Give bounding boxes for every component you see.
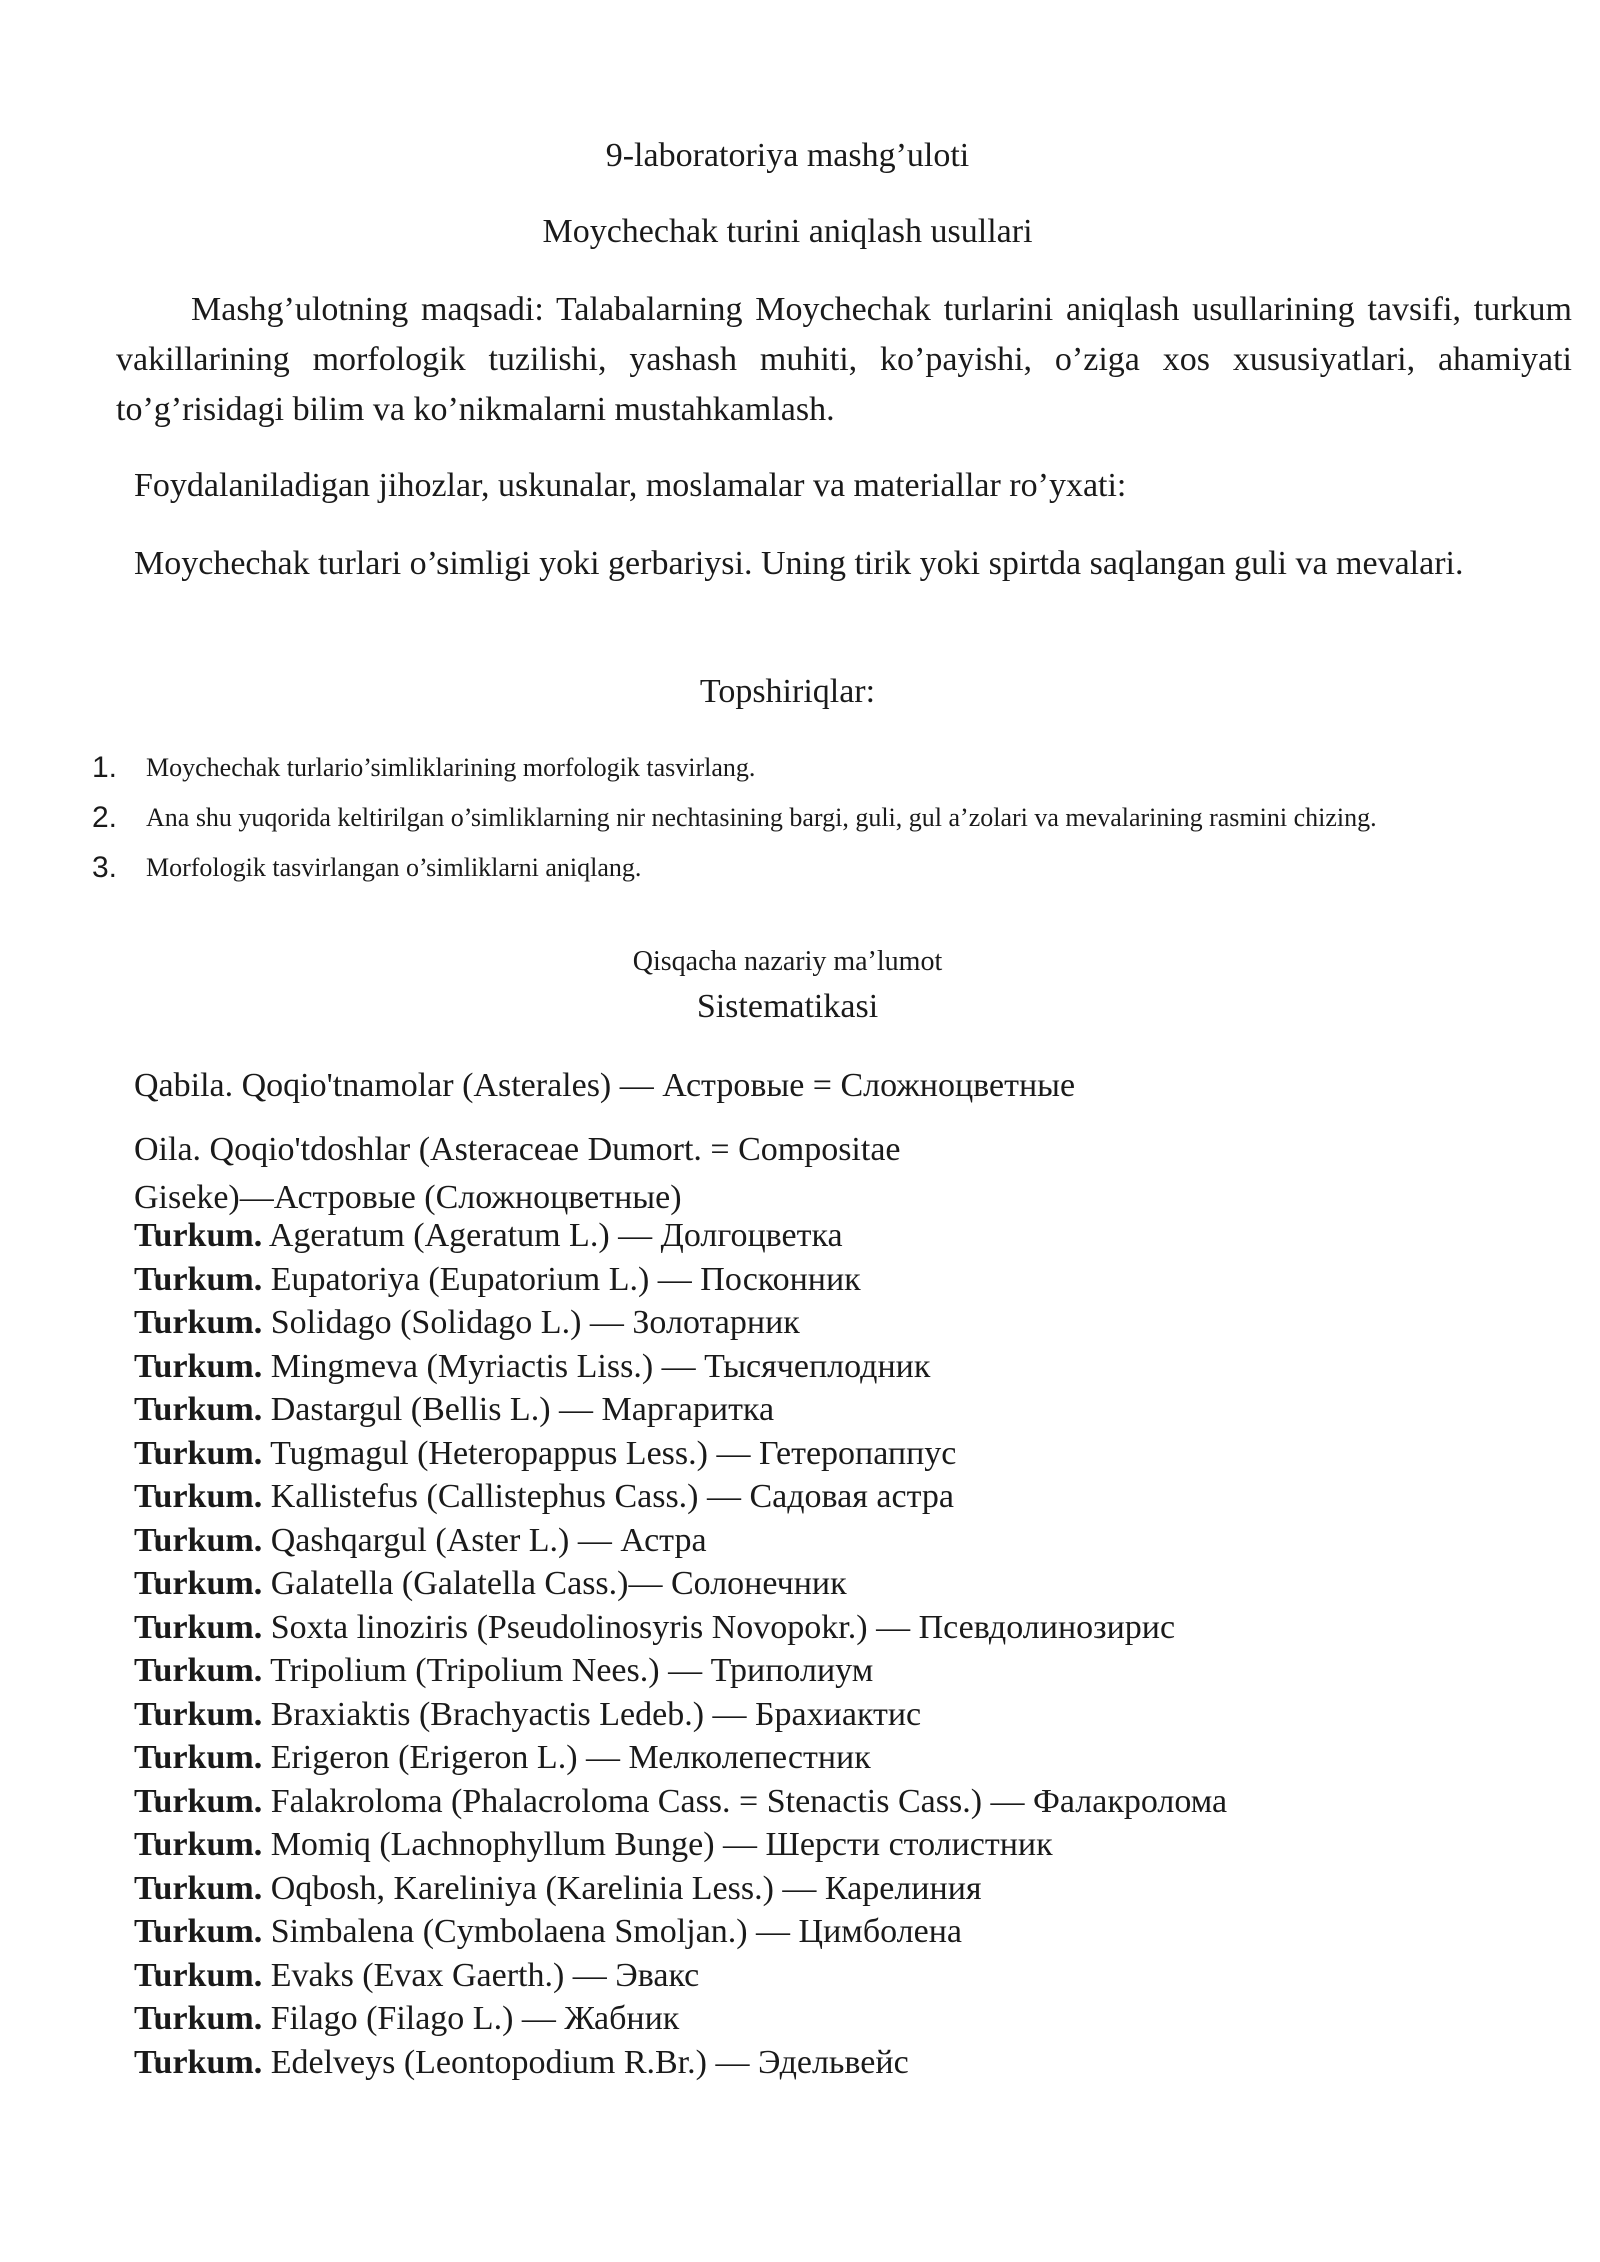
genus-text: Oqbosh, Kareliniya (Karelinia Less.) — Карелиния	[270, 1869, 982, 1907]
genus-text: Mingmeva (Myriactis Liss.) — Тысячеплодник	[270, 1347, 931, 1385]
genus-item	[134, 1345, 1554, 1389]
genus-label: Turkum.	[134, 1478, 263, 1515]
genus-label: Turkum.	[134, 1956, 263, 1994]
task-text: Morfologik tasvirlangan o’simliklarni aniqlang.	[146, 853, 642, 882]
genus-label: Turkum.	[134, 1608, 263, 1646]
family-block	[134, 1126, 1234, 1222]
genus-item	[134, 1519, 1554, 1563]
task-number: 3.	[92, 851, 118, 884]
genus-label: Turkum.	[134, 1304, 263, 1341]
genus-item	[134, 1475, 1554, 1519]
genus-item	[134, 1258, 1554, 1302]
genus-label: Turkum.	[134, 2043, 263, 2081]
genus-item	[134, 1780, 1554, 1824]
genus-item	[134, 1823, 1554, 1867]
topic-title: Moychechak turini aniqlash usullari	[542, 213, 1033, 250]
genus-label: Turkum.	[134, 1391, 263, 1428]
genus-text: Solidago (Solidago L.) — Золотарник	[270, 1304, 800, 1341]
genus-item	[134, 1910, 1554, 1954]
materials-paragraph: Moychechak turlari o’simligi yoki gerbariysi. Uning tirik yoki spirtda saqlangan guli va mevalari.	[134, 545, 1464, 582]
genus-text: Soxta linoziris (Pseudolinosyris Novopokr.) — Псевдолинозирис	[270, 1608, 1176, 1646]
genus-label: Turkum.	[134, 1739, 263, 1776]
tasks-list	[92, 746, 1572, 896]
goal-paragraph: Mashg’ulotning maqsadi: Talabalarning Moychechak turlarini aniqlash usullarining tavsifi, turkum vakillarining morfologik tuzilishi, yashash muhiti, ko’payishi, o’ziga xos xususiyatlari, ahamiyati to’g’risidagi bilim va ko’nikmalarni mustahkamlash.	[116, 291, 1572, 428]
task-number: 1.	[92, 751, 118, 784]
genus-item	[134, 1301, 1554, 1345]
genus-item	[134, 1432, 1554, 1476]
genus-label: Turkum.	[134, 1260, 263, 1298]
genus-text: Tripolium (Tripolium Nees.) — Триполиум	[270, 1652, 874, 1689]
task-text: Ana shu yuqorida keltirilgan o’simliklarning nir nechtasining bargi, guli, gul a’zolari va mevalarining rasmini chizing.	[146, 803, 1377, 832]
genus-label: Turkum.	[134, 1652, 263, 1689]
genus-label: Turkum.	[134, 1521, 263, 1559]
genus-text: Ageratum (Ageratum L.) — Долгоцветка	[268, 1217, 843, 1254]
genus-text: Eupatoriya (Eupatorium L.) — Посконник	[270, 1260, 861, 1298]
genus-item	[134, 1867, 1554, 1911]
genus-item	[134, 2041, 1554, 2085]
task-item	[92, 746, 1572, 796]
genus-item	[134, 1954, 1554, 1998]
genus-item	[134, 1388, 1554, 1432]
genus-text: Edelveys (Leontopodium R.Br.) — Эдельвейс	[270, 2043, 909, 2081]
equipment-heading: Foydalaniladigan jihozlar, uskunalar, moslamalar va materiallar ro’yxati:	[134, 467, 1127, 504]
genus-label: Turkum.	[134, 1826, 263, 1863]
genus-item	[134, 1693, 1554, 1737]
genus-text: Simbalena (Cymbolaena Smoljan.) — Цимболена	[270, 1913, 963, 1950]
genus-label: Turkum.	[134, 1869, 263, 1907]
genus-text: Qashqargul (Aster L.) — Астра	[270, 1521, 707, 1559]
order-line: Qabila. Qoqio'tnamolar (Asterales) — Астровые = Сложноцветные	[134, 1067, 1076, 1104]
genus-item	[134, 1214, 1554, 1258]
genus-text: Galatella (Galatella Cass.)— Солонечник	[270, 1565, 847, 1602]
theory-heading: Qisqacha nazariy ma’lumot	[632, 946, 943, 977]
genus-label: Turkum.	[134, 1434, 263, 1472]
genus-item	[134, 1562, 1554, 1606]
genus-text: Kallistefus (Callistephus Cass.) — Садовая астра	[270, 1478, 954, 1515]
task-item	[92, 846, 1572, 896]
genus-text: Erigeron (Erigeron L.) — Мелколепестник	[270, 1739, 871, 1776]
genus-text: Momiq (Lachnophyllum Bunge) — Шерсти столистник	[270, 1826, 1053, 1863]
genus-text: Falakroloma (Phalacroloma Cass. = Stenactis Cass.) — Фалакролома	[270, 1782, 1228, 1820]
task-item	[92, 796, 1572, 846]
task-text: Moychechak turlario’simliklarining morfologik tasvirlang.	[146, 753, 756, 782]
lab-title: 9-laboratoriya mashg’uloti	[605, 137, 970, 174]
genus-label: Turkum.	[134, 1695, 263, 1733]
genus-label: Turkum.	[134, 1217, 263, 1254]
genus-text: Filago (Filago L.) — Жабник	[270, 2000, 680, 2037]
genus-item	[134, 1736, 1554, 1780]
genus-label: Turkum.	[134, 2000, 263, 2037]
tasks-heading: Topshiriqlar:	[699, 673, 876, 710]
genus-label: Turkum.	[134, 1913, 263, 1950]
genus-label: Turkum.	[134, 1347, 263, 1385]
genus-text: Tugmagul (Heteropappus Less.) — Гетеропаппус	[270, 1434, 957, 1472]
family-line: Giseke)—Астровые (Сложноцветные)	[134, 1179, 682, 1216]
genus-text: Dastargul (Bellis L.) — Маргаритка	[270, 1391, 775, 1428]
genus-text: Evaks (Evax Gaerth.) — Эвакс	[270, 1956, 700, 1994]
family-line: Oila. Qoqio'tdoshlar (Asteraceae Dumort. = Compositae	[134, 1131, 901, 1168]
systematics-heading: Sistematikasi	[696, 988, 879, 1025]
genus-text: Braxiaktis (Brachyactis Ledeb.) — Брахиактис	[270, 1695, 922, 1733]
genus-label: Turkum.	[134, 1565, 263, 1602]
genus-item	[134, 1606, 1554, 1650]
task-number: 2.	[92, 801, 118, 834]
genus-list	[134, 1214, 1554, 2084]
genus-item	[134, 1649, 1554, 1693]
genus-item	[134, 1997, 1554, 2041]
genus-label: Turkum.	[134, 1782, 263, 1820]
